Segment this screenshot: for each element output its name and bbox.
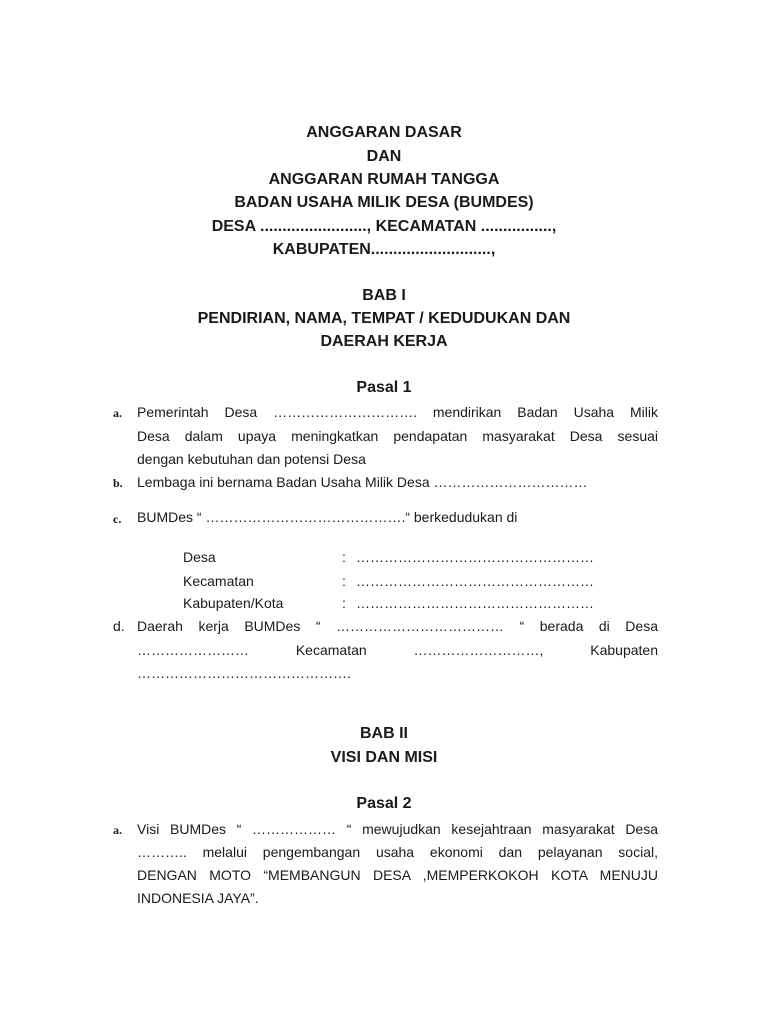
dots-kecamatan: ………………………, — [413, 642, 544, 658]
paragraph-line: DENGAN MOTO “MEMBANGUN DESA ,MEMPERKOKOH KOTA MENUJU — [137, 867, 658, 883]
field-value: …………………………………………… — [356, 549, 594, 565]
kecamatan-label: Kecamatan — [295, 642, 367, 658]
field-label: Desa — [183, 549, 216, 565]
header-line: DESA ........................, KECAMATAN ................, — [211, 218, 557, 235]
paragraph-line: Desa dalam upaya meningkatkan pendapatan masyarakat Desa sesuai — [137, 428, 658, 444]
list-marker: a. — [113, 406, 122, 420]
header-line: DAN — [366, 148, 402, 165]
paragraph-line: Visi BUMDes “ ……………… “ mewujudkan kesejahtraan masyarakat Desa — [137, 821, 658, 837]
field-colon: : — [342, 573, 346, 589]
header-line: ANGGARAN DASAR — [306, 124, 462, 141]
list-marker: a. — [113, 823, 122, 837]
list-marker: c. — [113, 512, 122, 526]
paragraph-line: INDONESIA JAYA”. — [137, 890, 259, 906]
pasal-2-title: Pasal 2 — [356, 795, 412, 812]
header-line: KABUPATEN..........................., — [272, 241, 496, 258]
field-colon: : — [342, 549, 346, 565]
field-value: …………………………………………… — [356, 595, 594, 611]
paragraph-line: ………………………………………. — [137, 665, 351, 681]
bab-title: BAB II — [360, 725, 408, 742]
pasal-1-title: Pasal 1 — [356, 379, 412, 396]
paragraph-line: dengan kebutuhan dan potensi Desa — [137, 451, 366, 467]
list-marker: d. — [113, 618, 125, 634]
header-line: BADAN USAHA MILIK DESA (BUMDES) — [234, 194, 534, 211]
field-value: …………………………………………… — [356, 573, 594, 589]
paragraph-line: Lembaga ini bernama Badan Usaha Milik Desa …………………………… — [137, 474, 588, 490]
field-label: Kecamatan — [183, 573, 254, 589]
bab-subtitle: VISI DAN MISI — [330, 749, 438, 766]
field-label: Kabupaten/Kota — [183, 595, 284, 611]
paragraph-line — [137, 642, 658, 658]
bab-subtitle: DAERAH KERJA — [320, 333, 448, 350]
paragraph-line: Daerah kerja BUMDes “ ……………………………… “ berada di Desa — [137, 618, 658, 634]
paragraph-line: Pemerintah Desa …………………………. mendirikan Badan Usaha Milik — [137, 404, 658, 420]
bab-subtitle: PENDIRIAN, NAMA, TEMPAT / KEDUDUKAN DAN — [197, 310, 571, 327]
kabupaten-label: Kabupaten — [590, 642, 658, 658]
paragraph-line: BUMDes “ …………………………………….“ berkedudukan di — [137, 509, 518, 525]
paragraph-line: ……….. melalui pengembangan usaha ekonomi dan pelayanan social, — [137, 844, 658, 860]
header-line: ANGGARAN RUMAH TANGGA — [268, 171, 500, 188]
list-marker: b. — [113, 476, 123, 490]
dots-desa: …………………… — [137, 642, 249, 658]
bab-title: BAB I — [362, 287, 406, 304]
field-colon: : — [342, 595, 346, 611]
